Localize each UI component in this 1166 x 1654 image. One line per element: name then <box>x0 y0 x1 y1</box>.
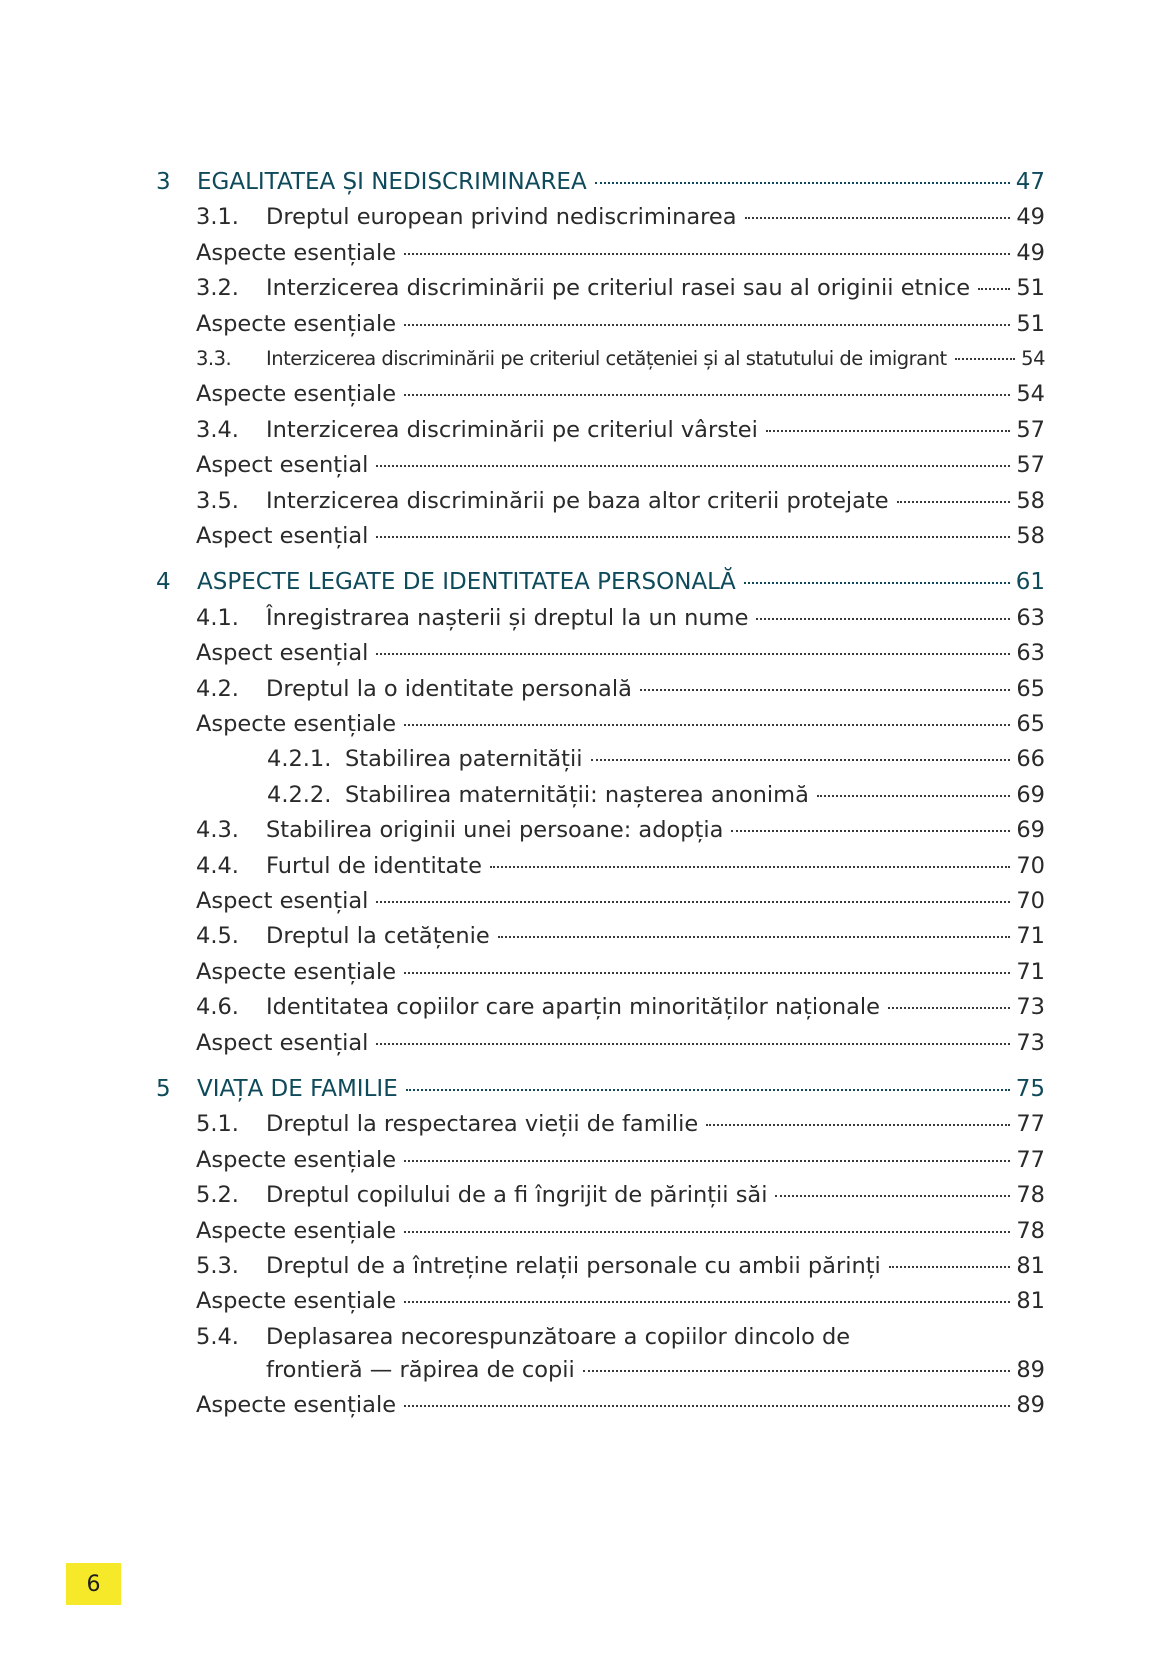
toc-section-row[interactable] <box>196 672 1045 706</box>
toc-dot-leader <box>955 358 1016 360</box>
toc-aspect-row[interactable] <box>196 1388 1045 1422</box>
toc-dot-leader <box>376 653 1010 655</box>
toc-dot-leader <box>404 1301 1010 1303</box>
toc-subsection-row[interactable] <box>267 778 1045 812</box>
toc-entry-title: Dreptul european privind nediscriminarea <box>266 204 737 230</box>
toc-dot-leader <box>404 324 1010 326</box>
toc-entry-title: Aspect esențial <box>196 1030 369 1056</box>
toc-section-row[interactable] <box>196 413 1045 447</box>
toc-entry-title: Aspecte esențiale <box>196 1218 397 1244</box>
toc-entry-number: 3.5. <box>196 488 239 514</box>
toc-section-row[interactable] <box>196 342 1045 376</box>
toc-entry-title: Aspecte esențiale <box>196 1288 397 1314</box>
toc-dot-leader <box>744 582 1010 584</box>
toc-dot-leader <box>376 901 1010 903</box>
toc-section-row[interactable] <box>196 1178 1045 1212</box>
toc-aspect-row[interactable] <box>196 448 1045 482</box>
toc-page-number: 49 <box>1016 204 1045 230</box>
toc-page-number: 47 <box>1015 169 1045 195</box>
toc-entry-number: 3.3. <box>196 347 232 370</box>
toc-page-number: 77 <box>1016 1111 1045 1137</box>
toc-dot-leader <box>583 1370 1011 1372</box>
toc-subsection-row[interactable] <box>267 742 1045 776</box>
toc-dot-leader <box>978 288 1010 290</box>
toc-aspect-row[interactable] <box>196 955 1045 989</box>
toc-aspect-row[interactable] <box>196 519 1045 553</box>
toc-dot-leader <box>490 866 1010 868</box>
toc-entry-title: Aspecte esențiale <box>196 1392 397 1418</box>
toc-entry-title: EGALITATEA ȘI NEDISCRIMINAREA <box>197 169 587 195</box>
toc-entry-number: 3.4. <box>196 417 239 443</box>
toc-page-number: 66 <box>1016 746 1045 772</box>
toc-entry-title: Identitatea copiilor care aparțin minorităților naționale <box>266 994 880 1020</box>
toc-aspect-row[interactable] <box>196 1143 1045 1177</box>
toc-page-number: 73 <box>1016 1030 1045 1056</box>
toc-chapter-row[interactable] <box>156 1072 1045 1106</box>
toc-dot-leader <box>404 1405 1010 1407</box>
toc-dot-leader <box>406 1089 1010 1091</box>
toc-page-number: 89 <box>1016 1357 1045 1383</box>
toc-entry-title: Aspecte esențiale <box>196 1147 397 1173</box>
toc-entry-title: Dreptul copilului de a fi îngrijit de părinții săi <box>266 1182 768 1208</box>
toc-entry-title: Aspecte esențiale <box>196 381 397 407</box>
toc-section-row[interactable] <box>196 1320 1045 1354</box>
toc-entry-number: 3 <box>156 169 171 195</box>
toc-section-row[interactable] <box>196 1107 1045 1141</box>
toc-section-row[interactable] <box>196 200 1045 234</box>
toc-entry-title: Interzicerea discriminării pe baza altor criterii protejate <box>266 488 889 514</box>
toc-dot-leader <box>376 465 1010 467</box>
toc-page-number: 57 <box>1016 417 1045 443</box>
toc-page-number: 71 <box>1016 923 1045 949</box>
toc-entry-number: 4.2.1. <box>267 746 332 772</box>
toc-page-number: 77 <box>1016 1147 1045 1173</box>
toc-dot-leader <box>404 253 1010 255</box>
toc-page-number: 54 <box>1021 347 1045 370</box>
toc-entry-title: Aspecte esențiale <box>196 240 397 266</box>
toc-dot-leader <box>404 724 1010 726</box>
toc-section-row[interactable] <box>196 919 1045 953</box>
toc-entry-number: 4 <box>156 569 171 595</box>
toc-entry-title: Aspecte esențiale <box>196 311 397 337</box>
toc-entry-number: 4.2.2. <box>267 782 332 808</box>
toc-entry-title: Deplasarea necorespunzătoare a copiilor dincolo de <box>266 1324 851 1350</box>
toc-entry-number: 4.4. <box>196 853 239 879</box>
toc-entry-title: Aspect esențial <box>196 640 369 666</box>
toc-entry-title: Dreptul de a întreține relații personale cu ambii părinți <box>266 1253 881 1279</box>
toc-entry-number: 4.1. <box>196 605 239 631</box>
toc-aspect-row[interactable] <box>196 307 1045 341</box>
toc-entry-number: 3.2. <box>196 275 239 301</box>
toc-section-row-continuation[interactable] <box>196 1353 1045 1387</box>
toc-dot-leader <box>756 618 1010 620</box>
toc-entry-title: Interzicerea discriminării pe criteriul cetățeniei și al statutului de imigrant <box>266 347 947 370</box>
toc-dot-leader <box>745 217 1011 219</box>
toc-entry-title: Aspecte esențiale <box>196 711 397 737</box>
toc-entry-number: 5.1. <box>196 1111 239 1137</box>
toc-page-number: 71 <box>1016 959 1045 985</box>
toc-page-number: 69 <box>1016 782 1045 808</box>
toc-page-number: 63 <box>1016 640 1045 666</box>
toc-dot-leader <box>404 1160 1010 1162</box>
toc-page-number: 51 <box>1016 311 1045 337</box>
toc-page-number: 70 <box>1016 888 1045 914</box>
toc-entry-title: Dreptul la o identitate personală <box>266 676 632 702</box>
toc-entry-title: Interzicerea discriminării pe criteriul vârstei <box>266 417 758 443</box>
toc-dot-leader <box>889 1266 1011 1268</box>
toc-page-number: 49 <box>1016 240 1045 266</box>
toc-entry-title: Stabilirea paternității <box>345 746 583 772</box>
toc-entry-number: 4.6. <box>196 994 239 1020</box>
toc-dot-leader <box>640 689 1010 691</box>
toc-entry-title: frontieră — răpirea de copii <box>266 1357 575 1383</box>
toc-page-number: 58 <box>1016 523 1045 549</box>
toc-entry-number: 5.4. <box>196 1324 239 1350</box>
toc-dot-leader <box>775 1195 1010 1197</box>
toc-aspect-row[interactable] <box>196 707 1045 741</box>
toc-entry-title: Înregistrarea nașterii și dreptul la un nume <box>266 605 749 631</box>
toc-section-row[interactable] <box>196 1249 1045 1283</box>
toc-aspect-row[interactable] <box>196 636 1045 670</box>
toc-page-number: 65 <box>1016 676 1045 702</box>
toc-dot-leader <box>766 430 1011 432</box>
toc-aspect-row[interactable] <box>196 1284 1045 1318</box>
toc-dot-leader <box>404 972 1010 974</box>
toc-dot-leader <box>498 936 1011 938</box>
toc-entry-number: 5.2. <box>196 1182 239 1208</box>
toc-aspect-row[interactable] <box>196 377 1045 411</box>
page-number-badge <box>66 1563 121 1605</box>
toc-entry-title: Stabilirea maternității: nașterea anonimă <box>345 782 809 808</box>
toc-section-row[interactable] <box>196 813 1045 847</box>
toc-chapter-row[interactable] <box>156 565 1045 599</box>
toc-page-number: 63 <box>1016 605 1045 631</box>
toc-entry-number: 4.5. <box>196 923 239 949</box>
toc-dot-leader <box>591 759 1011 761</box>
toc-entry-title: Aspecte esențiale <box>196 959 397 985</box>
toc-dot-leader <box>888 1007 1010 1009</box>
toc-dot-leader <box>595 182 1010 184</box>
toc-section-row[interactable] <box>196 484 1045 518</box>
toc-chapter-row[interactable] <box>156 165 1045 199</box>
toc-entry-number: 5.3. <box>196 1253 239 1279</box>
toc-aspect-row[interactable] <box>196 1026 1045 1060</box>
toc-page-number: 78 <box>1016 1182 1045 1208</box>
toc-dot-leader <box>404 394 1010 396</box>
toc-dot-leader <box>817 795 1010 797</box>
toc-entry-number: 5 <box>156 1076 171 1102</box>
page-number: 6 <box>86 1571 101 1597</box>
toc-aspect-row[interactable] <box>196 884 1045 918</box>
toc-page-number: 61 <box>1015 569 1045 595</box>
toc-entry-title: Aspect esențial <box>196 888 369 914</box>
toc-entry-number: 4.3. <box>196 817 239 843</box>
toc-entry-title: VIAȚA DE FAMILIE <box>197 1076 398 1102</box>
toc-entry-title: Aspect esențial <box>196 452 369 478</box>
toc-dot-leader <box>404 1231 1010 1233</box>
toc-section-row[interactable] <box>196 271 1045 305</box>
toc-page-number: 57 <box>1016 452 1045 478</box>
toc-page-number: 54 <box>1016 381 1045 407</box>
toc-entry-number: 4.2. <box>196 676 239 702</box>
toc-page-number: 75 <box>1015 1076 1045 1102</box>
toc-page-number: 65 <box>1016 711 1045 737</box>
toc-page-number: 69 <box>1016 817 1045 843</box>
toc-dot-leader <box>731 830 1010 832</box>
toc-page-number: 81 <box>1016 1288 1045 1314</box>
toc-entry-title: Dreptul la cetățenie <box>266 923 490 949</box>
toc-entry-title: ASPECTE LEGATE DE IDENTITATEA PERSONALĂ <box>197 569 736 595</box>
toc-entry-title: Interzicerea discriminării pe criteriul rasei sau al originii etnice <box>266 275 971 301</box>
toc-page-number: 78 <box>1016 1218 1045 1244</box>
toc-dot-leader <box>706 1124 1010 1126</box>
toc-page-number: 58 <box>1016 488 1045 514</box>
toc-dot-leader <box>897 501 1011 503</box>
toc-entry-title: Stabilirea originii unei persoane: adopția <box>266 817 724 843</box>
toc-entry-title: Furtul de identitate <box>266 853 482 879</box>
toc-section-row[interactable] <box>196 601 1045 635</box>
toc-entry-title: Dreptul la respectarea vieții de familie <box>266 1111 699 1137</box>
toc-page-number: 73 <box>1016 994 1045 1020</box>
toc-page-number: 81 <box>1016 1253 1045 1279</box>
toc-entry-number: 3.1. <box>196 204 239 230</box>
toc-section-row[interactable] <box>196 849 1045 883</box>
toc-dot-leader <box>376 1043 1010 1045</box>
toc-page-number: 51 <box>1016 275 1045 301</box>
toc-section-row[interactable] <box>196 990 1045 1024</box>
toc-aspect-row[interactable] <box>196 1214 1045 1248</box>
toc-entry-title: Aspect esențial <box>196 523 369 549</box>
toc-page-number: 70 <box>1016 853 1045 879</box>
toc-aspect-row[interactable] <box>196 236 1045 270</box>
toc-dot-leader <box>376 536 1010 538</box>
toc-page-number: 89 <box>1016 1392 1045 1418</box>
